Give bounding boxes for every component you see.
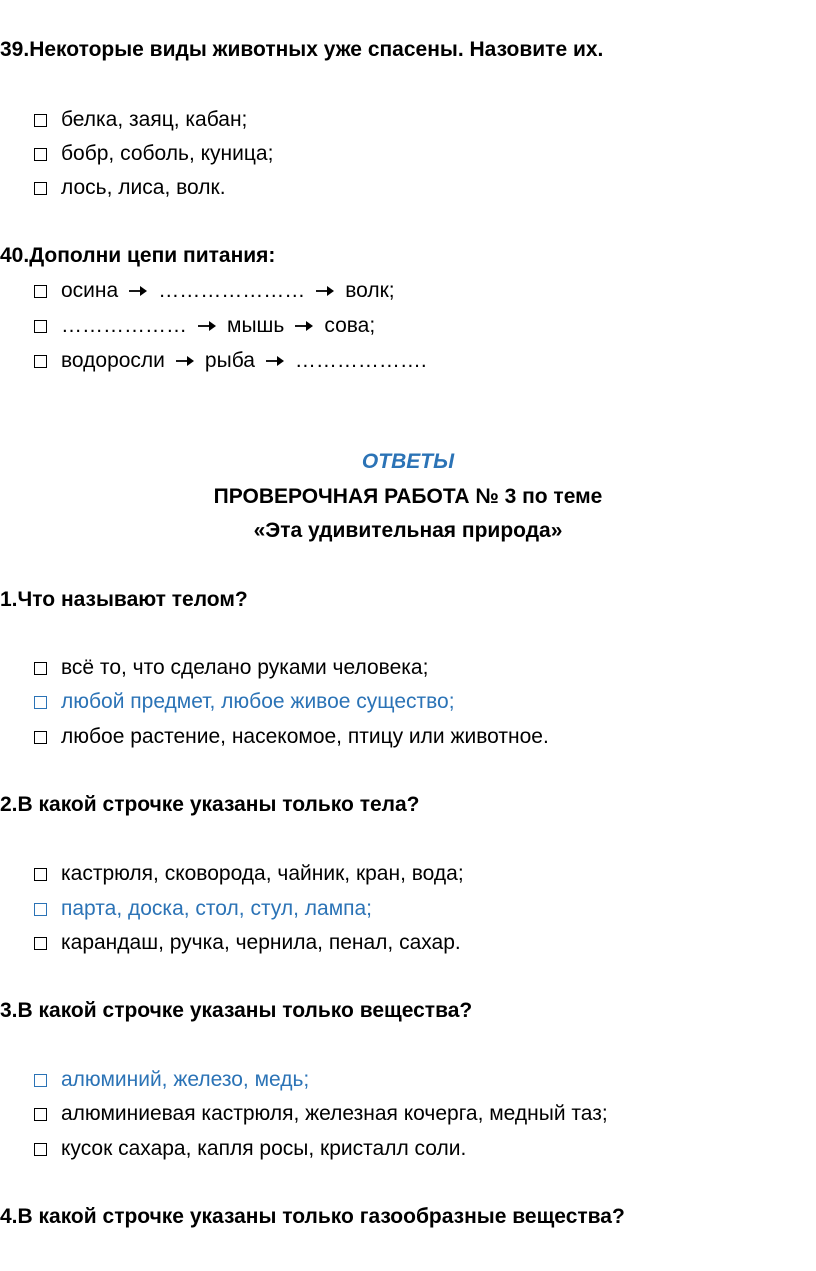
checkbox-icon[interactable] — [34, 1074, 47, 1087]
arrow-right-icon — [294, 320, 314, 332]
question-1-option-3[interactable]: любое растение, насекомое, птицу или животное. — [34, 725, 549, 749]
question-1-title: 1.Что называют телом? — [0, 588, 248, 611]
checkbox-icon[interactable] — [34, 1143, 47, 1156]
checkbox-icon[interactable] — [34, 903, 47, 916]
checkbox-icon[interactable] — [34, 662, 47, 675]
food-chain-2[interactable]: ……………… мышь сова; — [34, 314, 375, 338]
question-3-option-2[interactable]: алюминиевая кастрюля, железная кочерга, медный таз; — [34, 1102, 608, 1126]
question-39-title: 39.Некоторые виды животных уже спасены. Назовите их. — [0, 38, 604, 61]
question-2-option-3[interactable]: карандаш, ручка, чернила, пенал, сахар. — [34, 931, 461, 955]
checkbox-icon[interactable] — [34, 868, 47, 881]
food-chain-3[interactable]: водоросли рыба ………………. — [34, 349, 427, 373]
question-2-title: 2.В какой строчке указаны только тела? — [0, 793, 420, 816]
food-chain-1[interactable]: осина ………………… волк; — [34, 279, 395, 303]
question-2-option-1[interactable]: кастрюля, сковорода, чайник, кран, вода; — [34, 862, 464, 886]
question-40-title: 40.Дополни цепи питания: — [0, 244, 276, 267]
arrow-right-icon — [265, 355, 285, 367]
work-subtitle: «Эта удивительная природа» — [253, 519, 563, 542]
question-39-option-1[interactable]: белка, заяц, кабан; — [34, 108, 247, 132]
checkbox-icon[interactable] — [34, 355, 47, 368]
question-3-title: 3.В какой строчке указаны только вещества? — [0, 999, 473, 1022]
question-39-option-2[interactable]: бобр, соболь, куница; — [34, 142, 273, 166]
question-3-option-3[interactable]: кусок сахара, капля росы, кристалл соли. — [34, 1137, 466, 1161]
checkbox-icon[interactable] — [34, 731, 47, 744]
arrow-right-icon — [175, 355, 195, 367]
checkbox-icon[interactable] — [34, 114, 47, 127]
question-4-title: 4.В какой строчке указаны только газообразные вещества? — [0, 1205, 625, 1228]
question-1-option-2-correct[interactable]: любой предмет, любое живое существо; — [34, 690, 455, 714]
question-39-option-3[interactable]: лось, лиса, волк. — [34, 176, 226, 200]
arrow-right-icon — [197, 320, 217, 332]
question-3-option-1-correct[interactable]: алюминий, железо, медь; — [34, 1068, 309, 1092]
checkbox-icon[interactable] — [34, 148, 47, 161]
checkbox-icon[interactable] — [34, 937, 47, 950]
checkbox-icon[interactable] — [34, 182, 47, 195]
checkbox-icon[interactable] — [34, 696, 47, 709]
checkbox-icon[interactable] — [34, 285, 47, 298]
checkbox-icon[interactable] — [34, 320, 47, 333]
checkbox-icon[interactable] — [34, 1108, 47, 1121]
answers-heading: ОТВЕТЫ — [361, 450, 455, 473]
question-1-option-1[interactable]: всё то, что сделано руками человека; — [34, 656, 428, 680]
arrow-right-icon — [315, 285, 335, 297]
question-2-option-2-correct[interactable]: парта, доска, стол, стул, лампа; — [34, 897, 372, 921]
work-title: ПРОВЕРОЧНАЯ РАБОТА № 3 по теме — [213, 485, 603, 508]
arrow-right-icon — [128, 285, 148, 297]
